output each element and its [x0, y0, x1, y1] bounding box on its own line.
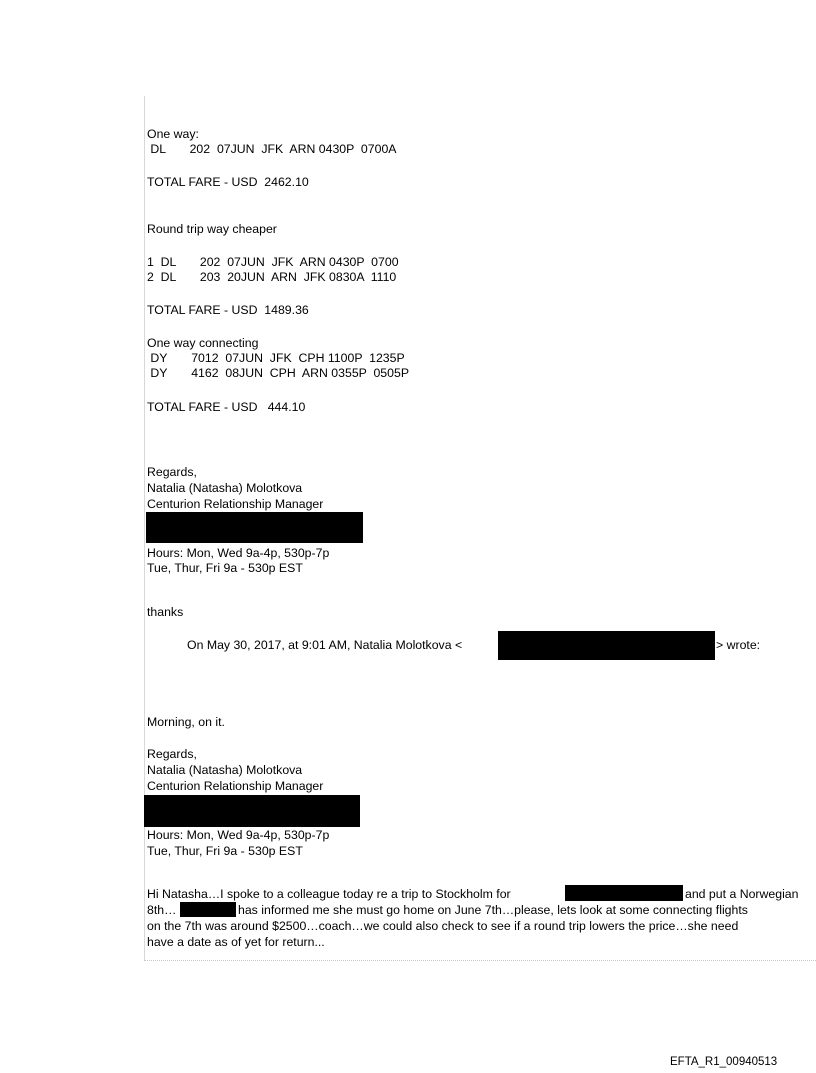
signature-hours-2: Tue, Thur, Fri 9a - 530p EST	[147, 844, 303, 858]
connecting-flight-line-2: DY 4162 08JUN CPH ARN 0355P 0505P	[147, 366, 410, 380]
connecting-flight-line-1: DY 7012 07JUN JFK CPH 1100P 1235P	[147, 351, 405, 365]
quote-header-prefix: On May 30, 2017, at 9:01 AM, Natalia Molotkova <	[187, 638, 463, 652]
redaction-block	[144, 795, 360, 827]
connecting-heading: One way connecting	[147, 336, 259, 350]
quote-left-border	[144, 96, 145, 960]
thanks-text: thanks	[147, 605, 184, 619]
request-line-4: have a date as of yet for return...	[147, 935, 325, 949]
redaction-block	[180, 902, 236, 917]
request-line-1b: and put a Norwegian	[685, 887, 799, 901]
signature-title: Centurion Relationship Manager	[147, 779, 324, 793]
request-line-3: on the 7th was around $2500…coach…we could also check to see if a round trip lowers the price…she need	[147, 919, 739, 933]
signature-name: Natalia (Natasha) Molotkova	[147, 763, 303, 777]
redaction-block	[146, 512, 363, 543]
request-line-2b: has informed me she must go home on June 7th…please, lets look at some connecting flights	[238, 903, 748, 917]
total-fare-connecting: TOTAL FARE - USD 444.10	[147, 400, 306, 414]
total-fare-one-way: TOTAL FARE - USD 2462.10	[147, 175, 309, 189]
document-id: EFTA_R1_00940513	[670, 1056, 778, 1068]
quote-header-suffix: > wrote:	[716, 638, 761, 652]
total-fare-round-trip: TOTAL FARE - USD 1489.36	[147, 303, 309, 317]
signature-regards: Regards,	[147, 747, 197, 761]
morning-text: Morning, on it.	[147, 715, 225, 729]
request-line-2a: 8th…	[147, 903, 177, 917]
signature-hours-1: Hours: Mon, Wed 9a-4p, 530p-7p	[147, 546, 330, 560]
one-way-heading: One way:	[147, 127, 199, 141]
quote-bottom-border	[144, 960, 816, 961]
signature-regards: Regards,	[147, 465, 197, 479]
round-trip-flight-line-1: 1 DL 202 07JUN JFK ARN 0430P 0700	[147, 255, 399, 269]
one-way-flight-line: DL 202 07JUN JFK ARN 0430P 0700A	[147, 142, 397, 156]
signature-name: Natalia (Natasha) Molotkova	[147, 481, 303, 495]
round-trip-flight-line-2: 2 DL 203 20JUN ARN JFK 0830A 1110	[147, 270, 397, 284]
redaction-block	[498, 631, 715, 660]
signature-hours-2: Tue, Thur, Fri 9a - 530p EST	[147, 561, 303, 575]
signature-hours-1: Hours: Mon, Wed 9a-4p, 530p-7p	[147, 828, 330, 842]
request-line-1a: Hi Natasha…I spoke to a colleague today re a trip to Stockholm for	[147, 887, 515, 901]
round-trip-heading: Round trip way cheaper	[147, 222, 277, 236]
redaction-block	[565, 885, 683, 901]
signature-title: Centurion Relationship Manager	[147, 497, 324, 511]
